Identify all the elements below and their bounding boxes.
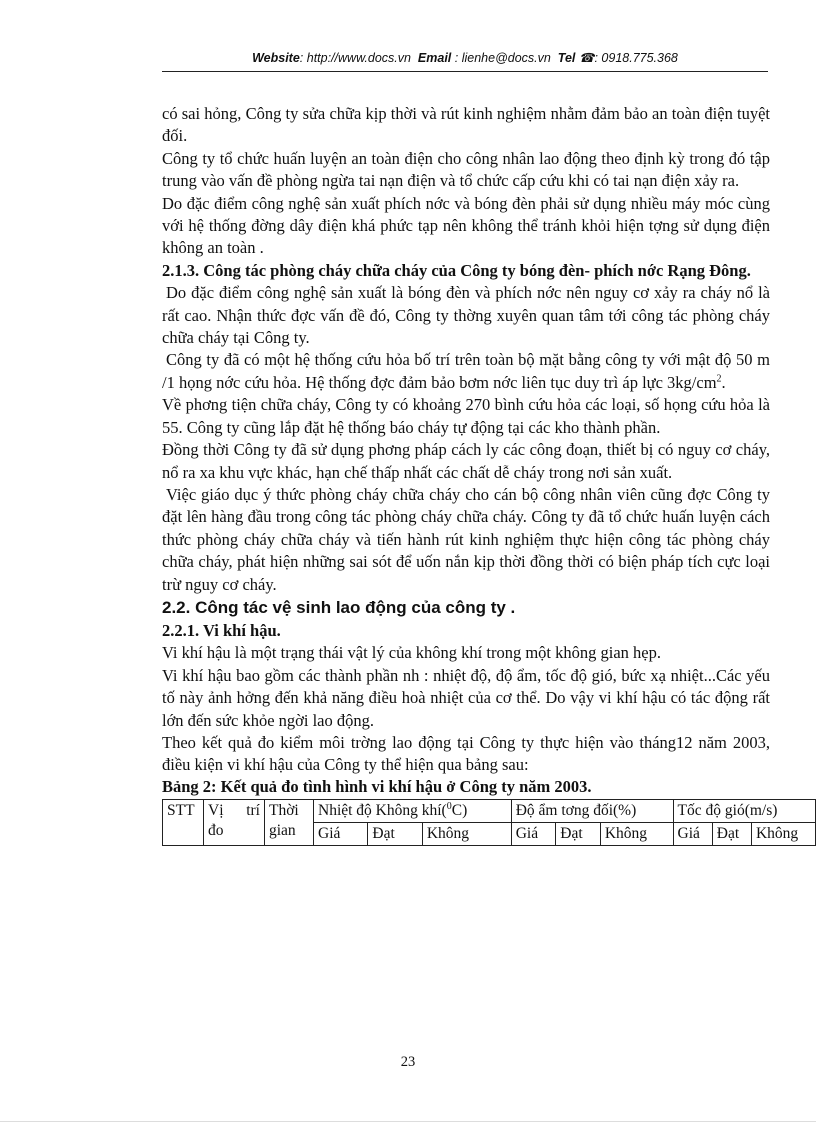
- page-number: 23: [400, 1054, 416, 1070]
- header-stt: STT: [163, 799, 204, 845]
- tel-value: : 0918.775.368: [594, 51, 678, 65]
- sub-khong: Không: [751, 822, 815, 845]
- page-bottom-border: [0, 1121, 816, 1122]
- header-text: C): [451, 801, 468, 819]
- header-divider: [162, 71, 768, 72]
- table-row: [163, 799, 816, 822]
- sub-gia: Giá: [511, 822, 556, 845]
- phone-icon: ☎: [578, 51, 595, 65]
- paragraph: Do đặc điểm công nghệ sản xuất là bóng đèn và phích nớc nên nguy cơ xảy ra cháy nổ là rất cao. Nhận thức đợc vấn đề đó, Công ty thờng xuyên quan tâm tới công tác phòng cháy chữa cháy tại Công ty.: [162, 283, 770, 348]
- paragraph: Công ty tổ chức huấn luyện an toàn điện cho công nhân lao động theo định kỳ trong đó tập trung vào vấn đề phòng ngừa tai nạn điện và tổ chức cấp cứu khi có tai nạn điện xảy ra.: [162, 148, 770, 191]
- header-text: Nhiệt độ Không khí(: [318, 801, 447, 819]
- table-caption: Bảng 2: Kết quả đo tình hình vi khí hậu ở Công ty năm 2003.: [162, 776, 592, 796]
- paragraph-text: Công ty đã có một hệ thống cứu hỏa bố trí trên toàn bộ mặt bằng công ty với mật độ 50 m /1 họng nớc cứu hỏa. Hệ thống đợc đảm bảo bơm nớc liên tục duy trì áp lực 3kg/cm: [162, 350, 770, 392]
- paragraph: Do đặc điểm công nghệ sản xuất phích nớc và bóng đèn phải sử dụng nhiều máy móc cùng với hệ thống đờng dây điện khá phức tạp nên không thể tránh khỏi hiện tợng sử dụng điện không an toàn .: [162, 193, 770, 258]
- section-heading-2-2: 2.2. Công tác vệ sinh lao động của công ty .: [162, 597, 516, 617]
- header-tocdo: Tốc độ gió(m/s): [673, 799, 815, 822]
- paragraph: có sai hỏng, Công ty sửa chữa kịp thời và rút kinh nghiệm nhằm đảm bảo an toàn điện tuyệt đối.: [162, 104, 770, 146]
- tel-label: Tel: [557, 51, 576, 65]
- sub-dat: Đạt: [712, 822, 751, 845]
- paragraph: Về phơng tiện chữa cháy, Công ty có khoảng 270 bình cứu hỏa các loại, số họng cứu hỏa là 55. Công ty cũng lắp đặt hệ thống báo cháy tự động tại các kho thành phần.: [162, 395, 770, 437]
- header-nhietdo: [314, 799, 512, 822]
- page-content: [162, 103, 799, 846]
- sub-khong: Không: [422, 822, 511, 845]
- page-header: [162, 50, 768, 65]
- sub-dat: Đạt: [368, 822, 422, 845]
- header-vitri: Vị trí đo: [204, 799, 265, 845]
- sub-gia: Giá: [673, 822, 712, 845]
- sub-dat: Đạt: [556, 822, 601, 845]
- email-value[interactable]: : lienhe@docs.vn: [454, 51, 551, 65]
- climate-table: [162, 799, 816, 846]
- header-doam: Độ ẩm tơng đối(%): [511, 799, 673, 822]
- header-thoigian: Thời gian: [265, 799, 314, 845]
- paragraph: Vi khí hậu bao gồm các thành phần nh : nhiệt độ, độ ẩm, tốc độ gió, bức xạ nhiệt...Các yếu tố này ảnh hởng đến khả năng điều hoà nhiệt của cơ thể. Do vậy vi khí hậu có tác động rất lớn đến sức khỏe ngời lao động.: [162, 665, 770, 730]
- sub-khong: Không: [600, 822, 673, 845]
- website-value[interactable]: : http://www.docs.vn: [299, 51, 411, 65]
- paragraph: Vi khí hậu là một trạng thái vật lý của không khí trong một không gian hẹp.: [162, 643, 661, 663]
- paragraph: Đồng thời Công ty đã sử dụng phơng pháp cách ly các công đoạn, thiết bị có nguy cơ cháy, nổ ra xa khu vực khác, hạn chế thấp nhất các chất dễ cháy trong nơi sản xuất.: [162, 440, 770, 482]
- section-heading-2-2-1: 2.2.1. Vi khí hậu.: [162, 620, 281, 640]
- superscript: 2: [716, 373, 722, 385]
- superscript: 0: [446, 800, 452, 812]
- section-heading-2-1-3: 2.1.3. Công tác phòng cháy chữa cháy của Công ty bóng đèn- phích nớc Rạng Đông.: [162, 260, 751, 280]
- paragraph: Theo kết quả đo kiểm môi trờng lao động tại Công ty thực hiện vào tháng12 năm 2003, điều kiện vi khí hậu của Công ty thể hiện qua bảng sau:: [162, 732, 770, 775]
- paragraph: [162, 349, 770, 394]
- paragraph-text: .: [721, 372, 726, 392]
- email-label: Email: [417, 51, 452, 65]
- website-label: Website: [252, 51, 300, 65]
- paragraph: Việc giáo dục ý thức phòng cháy chữa cháy cho cán bộ công nhân viên cũng đợc Công ty đặt lên hàng đầu trong công tác phòng cháy chữa cháy. Công ty đã tổ chức huấn luyện cách thức phòng cháy chữa cháy và tiến hành rút kinh nghiệm thực hiện công tác phòng cháy chữa cháy, phát hiện những sai sót để uốn nắn kịp thời đồng thời có biện pháp tích cực loại trừ nguy cơ cháy.: [162, 484, 770, 594]
- sub-gia: Giá: [314, 822, 368, 845]
